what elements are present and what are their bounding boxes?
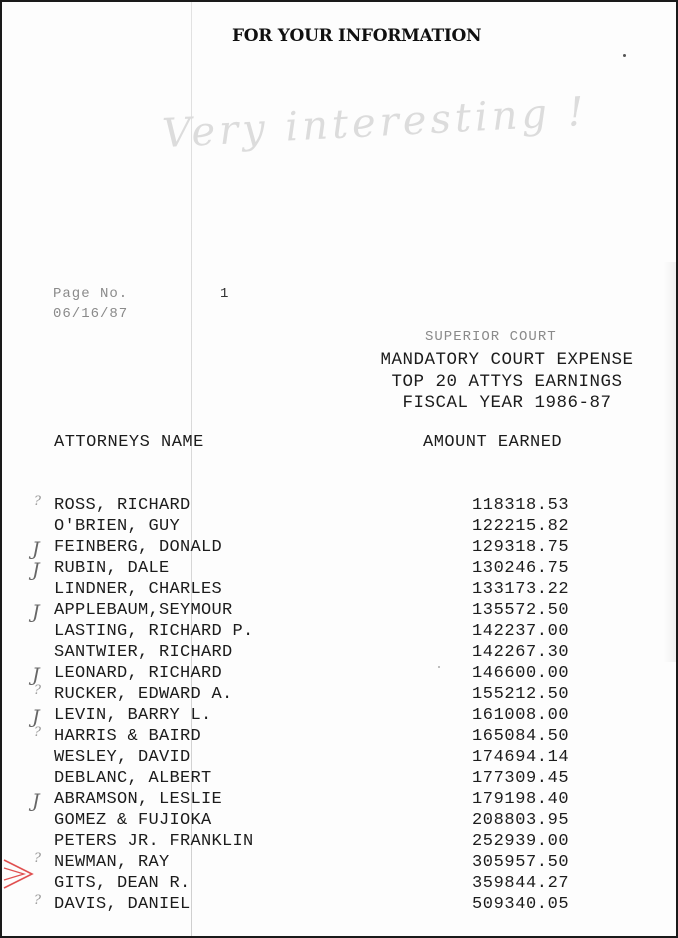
amount-earned: 118318.53 xyxy=(472,496,570,515)
table-row xyxy=(2,601,678,622)
amount-earned: 142267.30 xyxy=(472,643,570,662)
ink-speck xyxy=(438,666,440,668)
handwritten-check-mark: J xyxy=(32,664,40,686)
amount-earned: 133173.22 xyxy=(472,580,570,599)
attorney-name: LINDNER, CHARLES xyxy=(54,580,223,599)
table-row xyxy=(2,496,678,517)
attorney-name: HARRIS & BAIRD xyxy=(54,727,202,746)
amount-earned: 179198.40 xyxy=(472,790,570,809)
table-row xyxy=(2,853,678,874)
amount-earned: 142237.00 xyxy=(472,622,570,641)
page-number: 1 xyxy=(220,286,230,302)
handwritten-check-mark: ? xyxy=(34,851,42,866)
handwritten-check-mark: J xyxy=(32,538,40,560)
page-label: Page No. xyxy=(53,286,129,302)
amount-earned: 165084.50 xyxy=(472,727,570,746)
amount-earned: 146600.00 xyxy=(472,664,570,683)
attorney-name: RUCKER, EDWARD A. xyxy=(54,685,233,704)
amount-earned: 155212.50 xyxy=(472,685,570,704)
table-row xyxy=(2,874,678,895)
handwritten-check-mark: ? xyxy=(34,494,42,509)
attorney-name: GITS, DEAN R. xyxy=(54,874,191,893)
amount-earned: 509340.05 xyxy=(472,895,570,914)
table-row xyxy=(2,769,678,790)
red-arrow-path xyxy=(4,860,32,888)
amount-earned: 305957.50 xyxy=(472,853,570,872)
amount-earned: 130246.75 xyxy=(472,559,570,578)
table-row xyxy=(2,832,678,853)
column-header-amount: AMOUNT EARNED xyxy=(423,433,563,452)
attorney-name: LEONARD, RICHARD xyxy=(54,664,223,683)
red-arrow-mark xyxy=(2,854,38,894)
table-row xyxy=(2,811,678,832)
report-title-line-3: FISCAL YEAR 1986-87 xyxy=(402,393,612,413)
report-title-line-2: TOP 20 ATTYS EARNINGS xyxy=(391,372,623,392)
table-row xyxy=(2,895,678,916)
attorney-name: PETERS JR. FRANKLIN xyxy=(54,832,254,851)
table-row xyxy=(2,706,678,727)
table-row xyxy=(2,685,678,706)
table-row xyxy=(2,727,678,748)
handwritten-check-mark: J xyxy=(32,706,40,728)
amount-earned: 161008.00 xyxy=(472,706,570,725)
table-row xyxy=(2,517,678,538)
attorney-name: LEVIN, BARRY L. xyxy=(54,706,212,725)
table-row xyxy=(2,643,678,664)
table-row xyxy=(2,790,678,811)
attorney-name: ROSS, RICHARD xyxy=(54,496,191,515)
attorney-name: APPLEBAUM,SEYMOUR xyxy=(54,601,233,620)
amount-earned: 174694.14 xyxy=(472,748,570,767)
attorney-name: RUBIN, DALE xyxy=(54,559,170,578)
attorney-name: FEINBERG, DONALD xyxy=(54,538,223,557)
table-row xyxy=(2,559,678,580)
table-row xyxy=(2,622,678,643)
table-row xyxy=(2,580,678,601)
earnings-table xyxy=(2,496,678,916)
table-row xyxy=(2,664,678,685)
report-title-line-1: MANDATORY COURT EXPENSE xyxy=(380,350,634,370)
info-stamp: FOR YOUR INFORMATION xyxy=(232,26,482,46)
amount-earned: 359844.27 xyxy=(472,874,570,893)
court-name: SUPERIOR COURT xyxy=(425,329,557,345)
amount-earned: 135572.50 xyxy=(472,601,570,620)
amount-earned: 208803.95 xyxy=(472,811,570,830)
attorney-name: ABRAMSON, LESLIE xyxy=(54,790,223,809)
attorney-name: WESLEY, DAVID xyxy=(54,748,191,767)
attorney-name: NEWMAN, RAY xyxy=(54,853,170,872)
handwritten-check-mark: ? xyxy=(34,683,42,698)
handwritten-check-mark: J xyxy=(32,601,40,623)
report-date: 06/16/87 xyxy=(53,306,129,322)
amount-earned: 122215.82 xyxy=(472,517,570,536)
handwritten-check-mark: ? xyxy=(34,725,42,740)
ink-speck xyxy=(623,54,626,57)
attorney-name: GOMEZ & FUJIOKA xyxy=(54,811,212,830)
table-row xyxy=(2,748,678,769)
handwritten-check-mark: J xyxy=(32,790,40,812)
amount-earned: 252939.00 xyxy=(472,832,570,851)
attorney-name: LASTING, RICHARD P. xyxy=(54,622,254,641)
attorney-name: DAVIS, DANIEL xyxy=(54,895,191,914)
attorney-name: O'BRIEN, GUY xyxy=(54,517,181,536)
attorney-name: SANTWIER, RICHARD xyxy=(54,643,233,662)
red-arrow-inner-path xyxy=(4,868,24,880)
handwritten-check-mark: ? xyxy=(34,893,42,908)
table-row xyxy=(2,538,678,559)
amount-earned: 177309.45 xyxy=(472,769,570,788)
handwritten-note: Very interesting ! xyxy=(161,88,589,158)
amount-earned: 129318.75 xyxy=(472,538,570,557)
attorney-name: DEBLANC, ALBERT xyxy=(54,769,212,788)
handwritten-check-mark: J xyxy=(32,559,40,581)
column-header-name: ATTORNEYS NAME xyxy=(54,433,204,452)
